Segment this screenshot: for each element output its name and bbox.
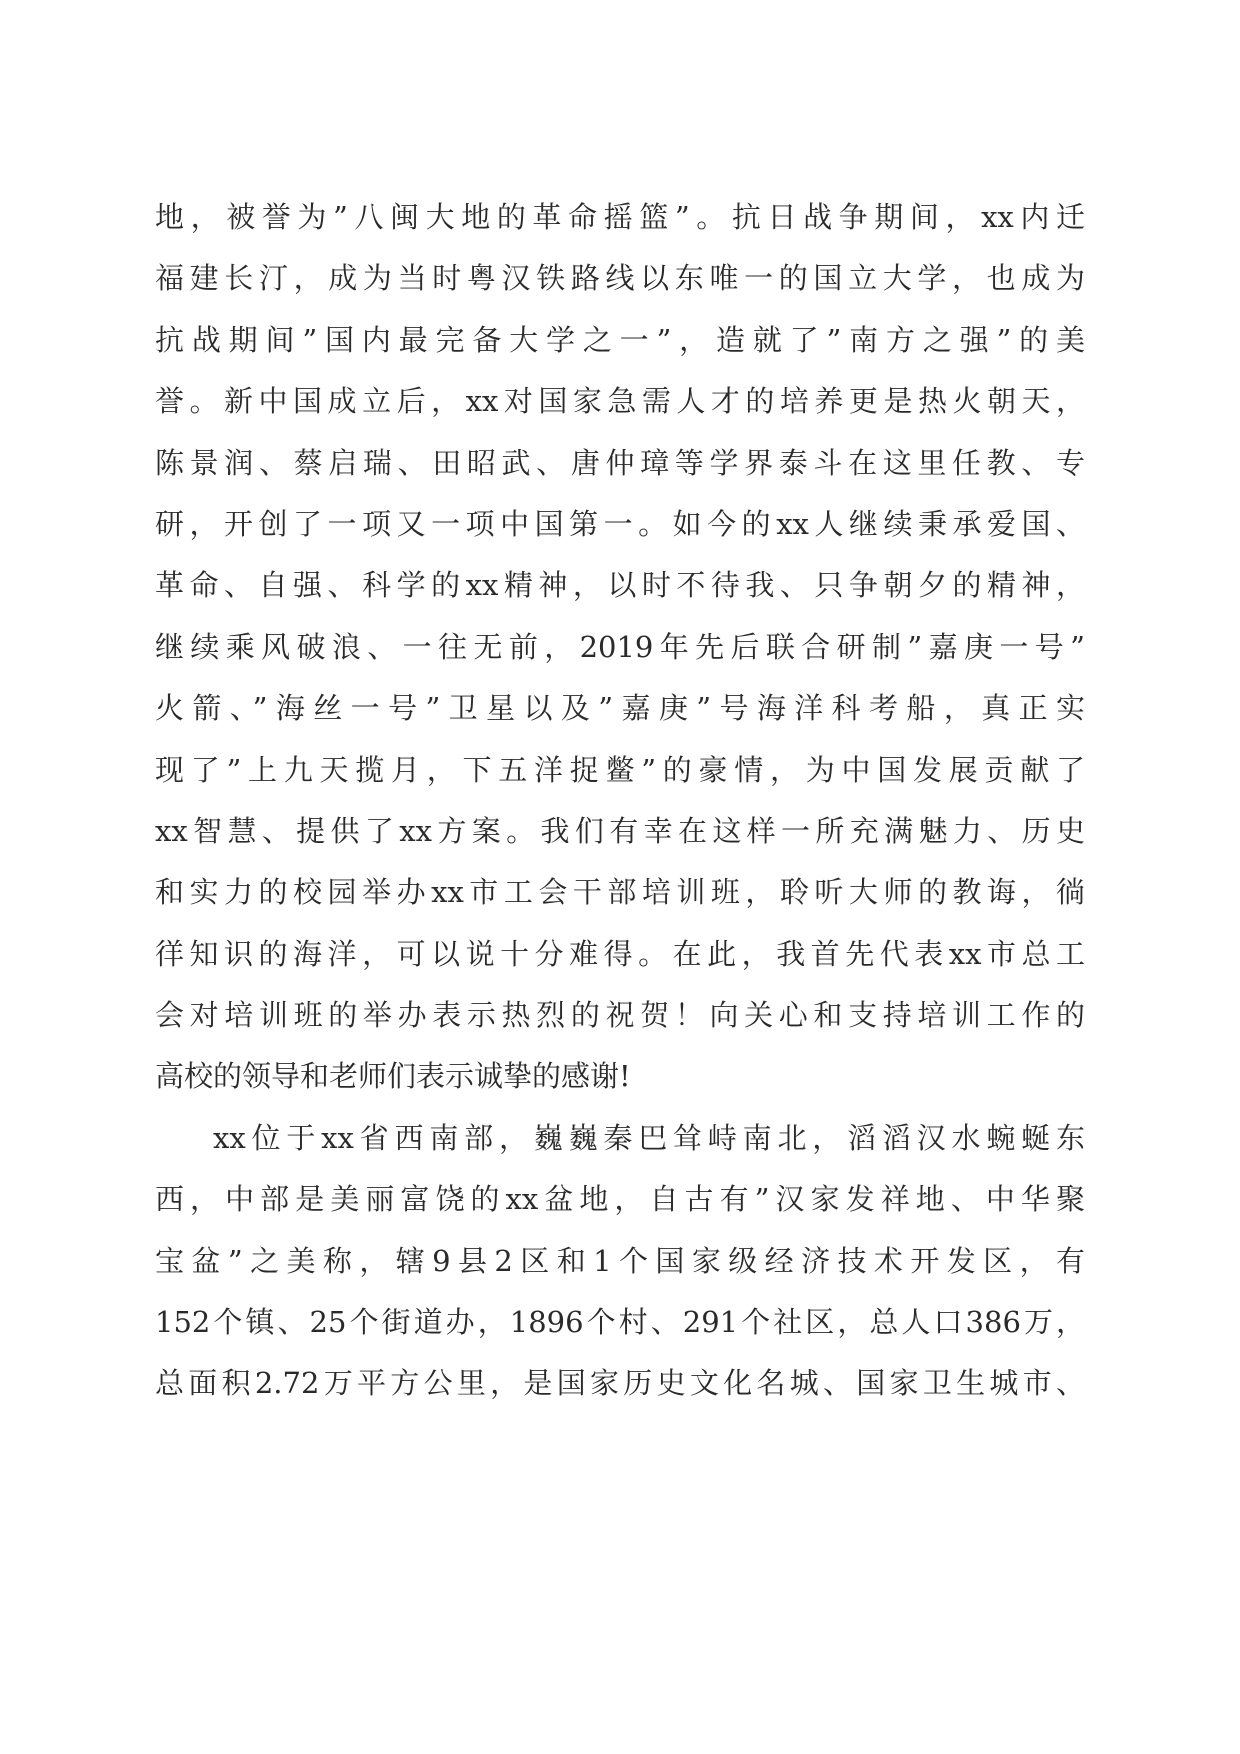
text-line: 宝盆”之美称，辖9县2区和1个国家级经济技术开发区，有	[155, 1243, 1085, 1278]
text-line: 陈景润、蔡启瑞、田昭武、唐仲璋等学界泰斗在这里任教、专	[155, 445, 1085, 480]
text-line: 高校的领导和老师们表示诚挚的感谢!	[155, 1059, 631, 1094]
text-line: 现了”上九天揽月，下五洋捉鳖”的豪情，为中国发展贡献了	[155, 752, 1085, 787]
text-line: 继续乘风破浪、一往无前，2019年先后联合研制”嘉庚一号”	[155, 629, 1085, 664]
paragraph-1	[155, 187, 1085, 1108]
text-line: 革命、自强、科学的xx精神，以时不待我、只争朝夕的精神，	[155, 568, 1085, 603]
text-line: 地，被誉为”八闽大地的革命摇篮”。抗日战争期间，xx内迁	[155, 200, 1085, 234]
text-line: 研，开创了一项又一项中国第一。如今的xx人继续秉承爱国、	[155, 506, 1085, 541]
text-line: 福建长汀，成为当时粤汉铁路线以东唯一的国立大学，也成为	[155, 261, 1085, 296]
text-line: 火箭、”海丝一号”卫星以及”嘉庚”号海洋科考船，真正实	[155, 691, 1085, 726]
text-line: 抗战期间”国内最完备大学之一”，造就了”南方之强”的美	[155, 322, 1085, 357]
text-line: 会对培训班的举办表示热烈的祝贺！向关心和支持培训工作的	[155, 998, 1085, 1033]
text-line: 和实力的校园举办xx市工会干部培训班，聆听大师的教诲，徜	[155, 875, 1085, 910]
text-line: 总面积2.72万平方公里，是国家历史文化名城、国家卫生城市、	[155, 1366, 1085, 1401]
text-line: 誉。新中国成立后，xx对国家急需人才的培养更是热火朝天，	[155, 384, 1085, 419]
paragraph-2	[155, 1108, 1085, 1415]
text-line: 152个镇、25个街道办，1896个村、291个社区，总人口386万，	[155, 1305, 1085, 1340]
text-line: 西，中部是美丽富饶的xx盆地，自古有”汉家发祥地、中华聚	[155, 1182, 1085, 1217]
document-body	[155, 187, 1085, 1415]
text-line: xx智慧、提供了xx方案。我们有幸在这样一所充满魅力、历史	[155, 813, 1085, 848]
text-line: xx位于xx省西南部，巍巍秦巴耸峙南北，滔滔汉水蜿蜒东	[213, 1120, 1085, 1155]
text-line: 徉知识的海洋，可以说十分难得。在此，我首先代表xx市总工	[155, 936, 1085, 971]
